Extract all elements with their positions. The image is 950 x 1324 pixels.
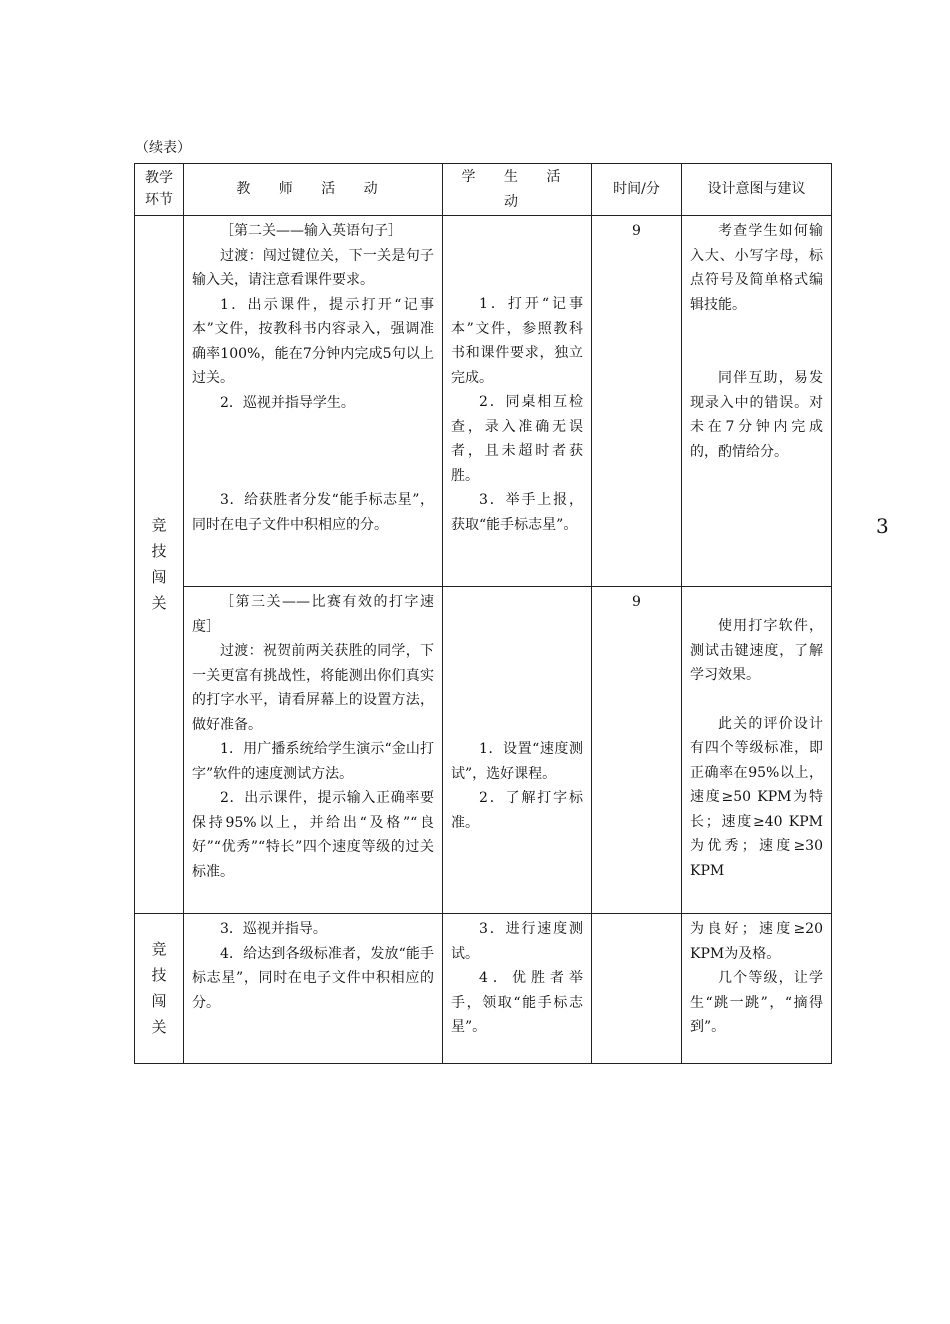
stage-cell: 竞技闯关 (135, 216, 184, 914)
intent-paragraph: 同伴互助，易发现录入中的错误。对未在7分钟内完成的，酌情给分。 (690, 370, 823, 460)
teacher-item: 3．巡视并指导。 (220, 921, 327, 937)
student-activity-cell (443, 216, 592, 587)
student-item: 1．设置“速度测试”，选好课程。 (451, 741, 583, 782)
intent-paragraph: 几个等级，让学生“跳一跳”，“摘得到”。 (690, 970, 823, 1035)
header-stage: 教学环节 (135, 164, 184, 216)
table-row (135, 914, 832, 1064)
teacher-item: 1．出示课件，提示打开“记事本”文件，按教科书内容录入，强调准确率100%，能在7分钟内完成5句以上过关。 (192, 296, 434, 386)
time-cell: 9 (592, 587, 682, 914)
intent-cell (682, 587, 832, 914)
intent-cell (682, 914, 832, 1064)
stage-cell: 竞技闯关 (135, 914, 184, 1064)
header-intent: 设计意图与建议 (682, 164, 832, 216)
student-item: 3．举手上报，获取“能手标志星”。 (451, 492, 583, 533)
student-item: 4．优胜者举手，领取“能手标志星”。 (451, 970, 583, 1035)
intent-paragraph: 使用打字软件，测试击键速度，了解学习效果。 (690, 618, 823, 683)
time-cell: 9 (592, 216, 682, 587)
student-item: 1．打开“记事本”文件，参照教科书和课件要求，独立完成。 (451, 296, 583, 386)
teacher-activity-cell (184, 914, 443, 1064)
student-activity-cell (443, 587, 592, 914)
teacher-title: ［第二关——输入英语句子］ (220, 223, 402, 239)
student-activity-cell (443, 914, 592, 1064)
teacher-item: 3．给获胜者分发“能手标志星”，同时在电子文件中积相应的分。 (192, 492, 434, 533)
table-row (135, 587, 832, 914)
teacher-transition: 过渡：祝贺前两关获胜的同学，下一关更富有挑战性，将能测出你们真实的打字水平，请看屏幕上的设置方法，做好准备。 (192, 643, 434, 733)
student-item: 3．进行速度测试。 (451, 921, 583, 962)
page-number: 3 (876, 514, 889, 538)
teacher-activity-cell (184, 587, 443, 914)
intent-paragraph: 此关的评价设计有四个等级标准，即正确率在95%以上，速度≥50 KPM为特长；速度≥40 KPM为优秀；速度≥30 KPM (690, 715, 823, 879)
teacher-transition: 过渡：闯过键位关，下一关是句子输入关，请注意看课件要求。 (192, 247, 434, 288)
intent-paragraph: 考查学生如何输入大、小写字母，标点符号及简单格式编辑技能。 (690, 223, 823, 313)
header-student: 学 生 活 动 (443, 164, 592, 216)
table-row (135, 216, 832, 587)
student-item: 2．同桌相互检查，录入准确无误者，且未超时者获胜。 (451, 394, 583, 484)
lesson-plan-table (134, 163, 832, 1064)
student-item: 2．了解打字标准。 (451, 790, 583, 831)
header-teacher: 教 师 活 动 (184, 164, 443, 216)
table-caption: （续表） (135, 140, 191, 156)
intent-paragraph: 为良好；速度≥20 KPM为及格。 (690, 921, 823, 962)
time-cell (592, 914, 682, 1064)
intent-cell (682, 216, 832, 587)
header-time: 时间/分 (592, 164, 682, 216)
teacher-activity-cell (184, 216, 443, 587)
teacher-title: ［第三关——比赛有效的打字速度］ (192, 594, 434, 635)
teacher-item: 4．给达到各级标准者，发放“能手标志星”，同时在电子文件中积相应的分。 (192, 945, 434, 1011)
teacher-item: 2．巡视并指导学生。 (220, 394, 355, 411)
teacher-item: 1．用广播系统给学生演示“金山打字”软件的速度测试方法。 (192, 741, 434, 782)
teacher-item: 2．出示课件，提示输入正确率要保持95%以上，并给出“及格”“良好”“优秀”“特长”四个速度等级的过关标准。 (192, 790, 434, 880)
table-header-row (135, 164, 832, 216)
